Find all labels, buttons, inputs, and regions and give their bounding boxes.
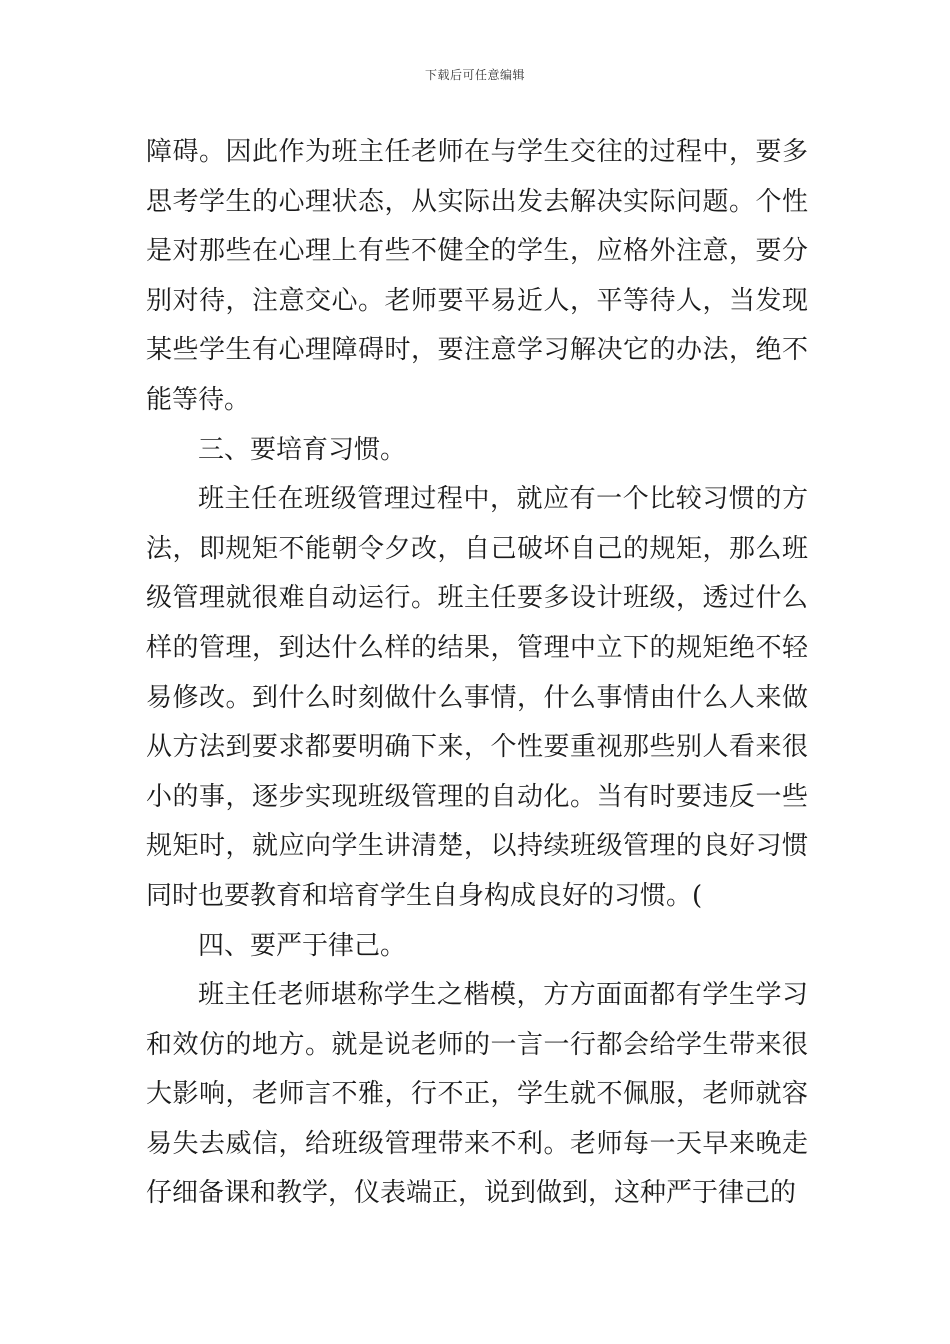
paragraph-self-discipline: 班主任老师堪称学生之楷模，方方面面都有学生学习和效仿的地方。就是说老师的一言一行都会给学生带来很大影响，老师言不雅，行不正，学生就不佩服，老师就容易失去威信，给班级管理带来不利。老师每一天早来晚走仔细备课和教学，仪表端正，说到做到，这种严于律己的 [146,980,808,1209]
section-heading-four: 四、要严于律己。 [198,930,407,961]
header-note: 下载后可任意编辑 [424,68,525,82]
document-body [146,128,808,1219]
section-heading-three: 三、要培育习惯。 [198,434,407,465]
paragraph-habits: 班主任在班级管理过程中，就应有一个比较习惯的方法，即规矩不能朝令夕改，自己破坏自己的规矩，那么班级管理就很难自动运行。班主任要多设计班级，透过什么样的管理，到达什么样的结果，管理中立下的规矩绝不轻易修改。到什么时刻做什么事情，什么事情由什么人来做从方法到要求都要明确下来，个性要重视那些别人看来很小的事，逐步实现班级管理的自动化。当有时要违反一些规矩时，就应向学生讲清楚，以持续班级管理的良好习惯同时也要教育和培育学生自身构成良好的习惯。( [146,484,808,911]
paragraph-continuation: 障碍。因此作为班主任老师在与学生交往的过程中，要多思考学生的心理状态，从实际出发去解决实际问题。个性是对那些在心理上有些不健全的学生，应格外注意，要分别对待，注意交心。老师要平易近人，平等待人，当发现某些学生有心理障碍时，要注意学习解决它的办法，绝不能等待。 [146,137,808,415]
